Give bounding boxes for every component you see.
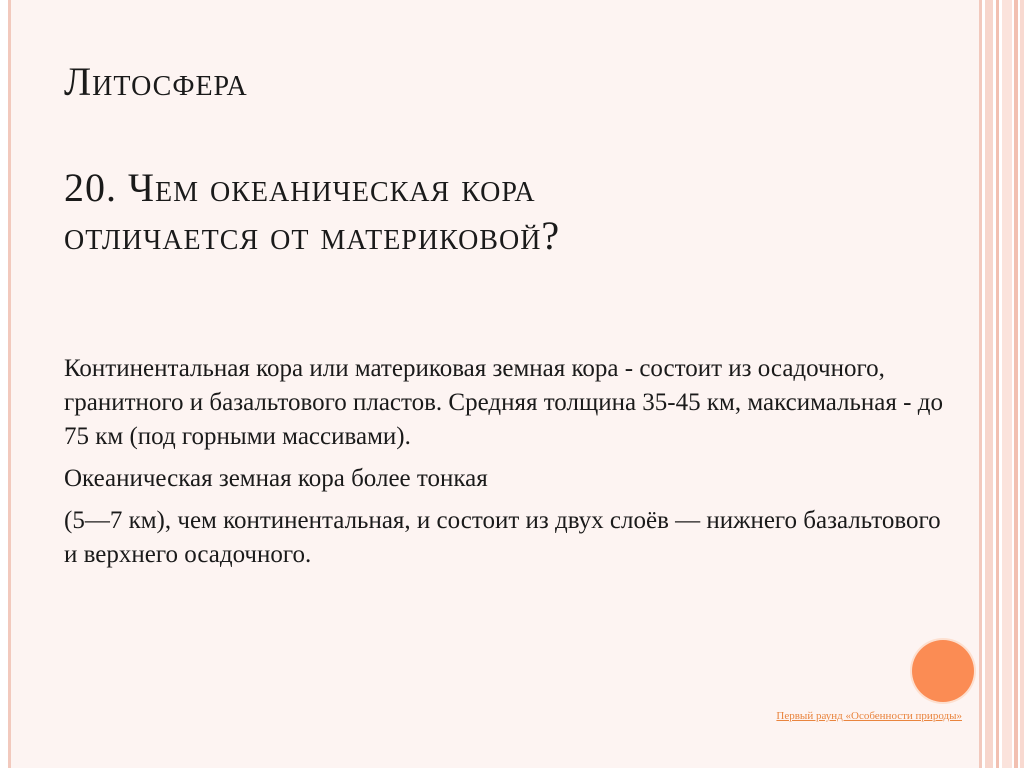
decorative-stripe — [1014, 0, 1018, 768]
title-question-line-1: 20. Чем океаническая кора — [64, 165, 536, 210]
body-paragraph: Континентальная кора или материковая земная кора - состоит из осадочного, гранитного и базальтового пластов. Средняя толщина 35-45 км, максимальная - до 75 км (под горными массивами). — [64, 355, 943, 450]
decorative-stripe — [1020, 0, 1024, 768]
decorative-circle — [912, 640, 974, 702]
body-paragraph: (5—7 км), чем континентальная, и состоит из двух слоёв — нижнего базальтового и верхнего осадочного. — [64, 507, 941, 568]
slide-body — [64, 352, 944, 580]
decorative-stripe — [1002, 0, 1012, 768]
title-question-line-2: отличается от материковой? — [64, 213, 561, 258]
slide-title — [64, 58, 924, 260]
footer-link[interactable]: Первый раунд «Особенности природы» — [776, 710, 962, 722]
title-topic: Литосфера — [64, 59, 248, 104]
body-paragraph: Океаническая земная кора более тонкая — [64, 465, 488, 492]
decorative-stripe — [996, 0, 999, 768]
decorative-stripe — [985, 0, 993, 768]
